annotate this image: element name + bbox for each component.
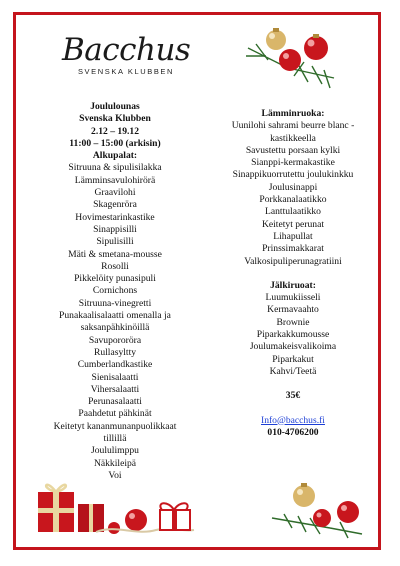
main-course-item: kastikkeella [270, 132, 316, 144]
starter-item: Cornichons [92, 285, 138, 297]
starters-heading: Alkupalat: [92, 150, 138, 162]
left-menu-column [22, 101, 208, 482]
starter-item: Voi [108, 469, 122, 481]
mains-heading: Lämminruoka: [261, 108, 325, 119]
starter-item: Lämminsavulohirörä [74, 174, 156, 186]
starter-item: Sitruuna & sipulisilakka [68, 162, 162, 174]
dessert-item: Kermavaahto [267, 304, 319, 316]
starter-item: Keitetyt kananmunanpuolikkaat [53, 420, 177, 432]
starters-list [22, 162, 208, 482]
starter-item: Mäti & smetana-mousse [68, 248, 162, 260]
main-course-item: Valkosipuliperunagratiini [244, 255, 342, 267]
starter-item: Rullasyltty [93, 346, 137, 358]
main-course-item: Porkkanalaatikko [259, 194, 327, 206]
opening-hours: 11:00 – 15:00 (arkisin) [69, 137, 161, 149]
main-course-item: Joulusinappi [268, 181, 318, 193]
logo-wordmark: Bacchus [62, 32, 191, 68]
desserts-heading: Jälkiruoat: [270, 279, 316, 291]
starter-item: Skagenröra [93, 199, 137, 211]
starter-item: Perunasalaatti [88, 396, 142, 408]
phone-number: 010-4706200 [267, 426, 319, 438]
email-link[interactable]: Info@bacchus.fi [261, 414, 325, 426]
starter-item: Sitruuna-vinegretti [78, 297, 152, 309]
main-course-item: Savustettu porsaan kylki [245, 144, 341, 156]
dessert-item: Piparkakkumousse [256, 329, 330, 341]
dessert-item: Piparkakut [272, 353, 314, 365]
dessert-item: Joulumakeisvalikoima [249, 341, 337, 353]
ornaments-bottom-right-decoration [270, 478, 366, 540]
price: 35€ [285, 390, 301, 402]
dessert-item: Kahvi/Teetä [269, 365, 317, 377]
main-course-item: Lanttulaatikko [265, 206, 321, 218]
starter-item: saksanpähkinöillä [80, 322, 150, 334]
starter-item: tillillä [103, 433, 127, 445]
bacchus-logo [62, 34, 190, 76]
date-range: 2.12 – 19.12 [91, 125, 139, 137]
starter-item: Graavilohi [94, 187, 136, 199]
main-course-item: Sinappikuorrutettu joulukinkku [232, 169, 354, 181]
spacer [212, 268, 374, 280]
starter-item: Sinappisilli [93, 223, 137, 235]
main-course-item: Keitetyt perunat [261, 218, 325, 230]
desserts-list [212, 292, 374, 378]
main-course-item: Lihapullat [273, 230, 313, 242]
starter-item: Sienisalaatti [91, 371, 139, 383]
main-course-item: Prinssimakkarat [262, 243, 324, 255]
starter-item: Paahdetut pähkinät [78, 408, 152, 420]
right-menu-column [212, 108, 374, 439]
logo-subtitle: SVENSKA KLUBBEN [77, 67, 175, 76]
menu-title: Joululounas [90, 101, 140, 112]
starter-item: Sipulisilli [96, 236, 134, 248]
venue-name: Svenska Klubben [79, 113, 151, 125]
main-course-item: Uunilohi sahrami beurre blanc - [231, 120, 355, 132]
mains-list [212, 120, 374, 268]
main-course-item: Sianppi-kermakastike [251, 157, 335, 169]
starter-item: Rosolli [101, 260, 129, 272]
starter-item: Vihersalaatti [90, 383, 140, 395]
starter-item: Hovimestarinkastike [75, 211, 155, 223]
spacer [212, 378, 374, 390]
dessert-item: Luumukiisseli [265, 292, 321, 304]
starter-item: Joululimppu [91, 445, 139, 457]
gifts-bottom-left-decoration [36, 474, 196, 538]
starter-item: Punakaalisalaatti omenalla ja [59, 310, 171, 322]
starter-item: Pikkelöity punasipuli [74, 273, 156, 285]
starter-item: Näkkileipä [93, 457, 137, 469]
starter-item: Cumberlandkastike [77, 359, 153, 371]
spacer [212, 403, 374, 415]
ornaments-top-right-decoration [238, 26, 342, 94]
starter-item: Savupororöra [88, 334, 142, 346]
dessert-item: Brownie [276, 316, 310, 328]
